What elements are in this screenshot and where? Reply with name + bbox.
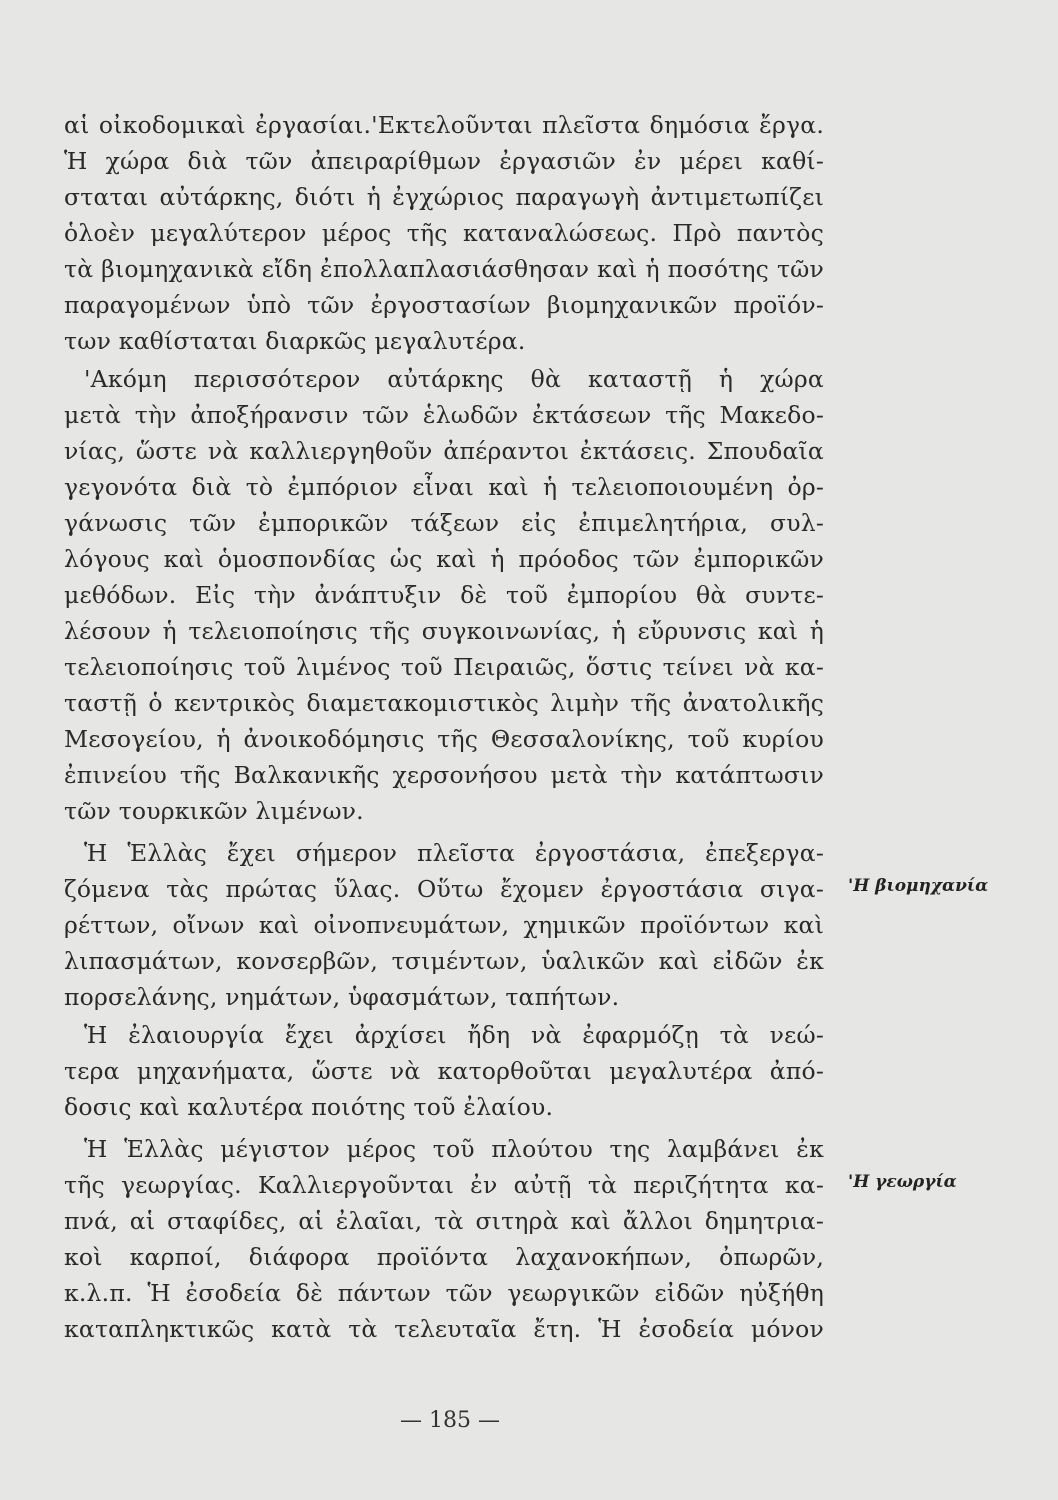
text-line: Ἡ χώρα διὰ τῶν ἀπειραρίθμων ἐργασιῶν ἐν μέρει καθί- [64, 147, 824, 175]
text-line: γάνωσις τῶν ἐμπορικῶν τάξεων εἰς ἐπιμελητήρια, συλ- [64, 509, 824, 537]
text-line: τελειοποίησις τοῦ λιμένος τοῦ Πειραιῶς, ὅστις τείνει νὰ κα- [64, 653, 824, 681]
margin-note-industry: 'Η βιομηχανία [848, 876, 989, 896]
text-line: ταστῇ ὁ κεντρικὸς διαμετακομιστικὸς λιμὴν τῆς ἀνατολικῆς [64, 689, 824, 717]
text-line: 'Ακόμη περισσότερον αὐτάρκης θὰ καταστῇ ἡ χώρα [84, 365, 824, 393]
text-line: λέσουν ἡ τελειοποίησις τῆς συγκοινωνίας, ἡ εὔρυνσις καὶ ἡ [64, 617, 824, 645]
text-line: καταπληκτικῶς κατὰ τὰ τελευταῖα ἔτη. Ἡ ἐσοδεία μόνον [64, 1315, 824, 1343]
text-line: Ἡ ἐλαιουργία ἔχει ἀρχίσει ἤδη νὰ ἐφαρμόζῃ τὰ νεώ- [84, 1021, 824, 1049]
text-line: παραγομένων ὑπὸ τῶν ἐργοστασίων βιομηχανικῶν προϊόν- [64, 291, 824, 319]
text-line: των καθίσταται διαρκῶς μεγαλυτέρα. [64, 327, 526, 355]
text-line: πνά, αἱ σταφίδες, αἱ ἐλαῖαι, τὰ σιτηρὰ καὶ ἄλλοι δημητρια- [64, 1207, 824, 1235]
text-line: τῶν τουρκικῶν λιμένων. [64, 797, 364, 825]
text-line: Ἡ Ἑλλὰς ἔχει σήμερον πλεῖστα ἐργοστάσια, ἐπεξεργα- [84, 839, 824, 867]
text-line: ἐπινείου τῆς Βαλκανικῆς χερσονήσου μετὰ τὴν κατάπτωσιν [64, 761, 824, 789]
text-line: γεγονότα διὰ τὸ ἐμπόριον εἶναι καὶ ἡ τελειοποιουμένη ὀρ- [64, 473, 824, 501]
page-number: — 185 — [400, 1408, 500, 1433]
text-line: ζόμενα τὰς πρώτας ὕλας. Οὕτω ἔχομεν ἐργοστάσια σιγα- [64, 875, 824, 903]
text-line: ὁλοὲν μεγαλύτερον μέρος τῆς καταναλώσεως. Πρὸ παντὸς [64, 219, 824, 247]
text-line: σταται αὐτάρκης, διότι ἡ ἐγχώριος παραγωγὴ ἀντιμετωπίζει [64, 183, 824, 211]
text-line: πορσελάνης, νημάτων, ὑφασμάτων, ταπήτων. [64, 983, 620, 1011]
text-line: αἱ οἰκοδομικαὶ ἐργασίαι.'Εκτελοῦνται πλεῖστα δημόσια ἔργα. [64, 111, 824, 139]
text-line: λόγους καὶ ὁμοσπονδίας ὡς καὶ ἡ πρόοδος τῶν ἐμπορικῶν [64, 545, 824, 573]
text-line: νίας, ὥστε νὰ καλλιεργηθοῦν ἀπέραντοι ἐκτάσεις. Σπουδαῖα [64, 437, 824, 465]
text-line: μετὰ τὴν ἀποξήρανσιν τῶν ἑλωδῶν ἐκτάσεων τῆς Μακεδο- [64, 401, 824, 429]
text-line: κ.λ.π. Ἡ ἐσοδεία δὲ πάντων τῶν γεωργικῶν εἰδῶν ηὐξήθη [64, 1279, 824, 1307]
text-line: Ἡ Ἑλλὰς μέγιστον μέρος τοῦ πλούτου της λαμβάνει ἐκ [84, 1135, 824, 1163]
text-line: μεθόδων. Εἰς τὴν ἀνάπτυξιν δὲ τοῦ ἐμπορίου θὰ συντε- [64, 581, 824, 609]
margin-note-agriculture: 'Η γεωργία [848, 1172, 957, 1192]
text-line: τὰ βιομηχανικὰ εἴδη ἐπολλαπλασιάσθησαν καὶ ἡ ποσότης τῶν [64, 255, 824, 283]
text-line: τῆς γεωργίας. Καλλιεργοῦνται ἐν αὐτῇ τὰ περιζήτητα κα- [64, 1171, 824, 1199]
text-line: λιπασμάτων, κονσερβῶν, τσιμέντων, ὑαλικῶν καὶ εἰδῶν ἐκ [64, 947, 824, 975]
text-line: τερα μηχανήματα, ὥστε νὰ κατορθοῦται μεγαλυτέρα ἀπό- [64, 1057, 824, 1085]
text-line: δοσις καὶ καλυτέρα ποιότης τοῦ ἐλαίου. [64, 1093, 554, 1121]
text-line: κοὶ καρποί, διάφορα προϊόντα λαχανοκήπων, ὀπωρῶν, [64, 1243, 824, 1271]
text-line: ρέττων, οἴνων καὶ οἰνοπνευμάτων, χημικῶν προϊόντων καὶ [64, 911, 824, 939]
text-line: Μεσογείου, ἡ ἀνοικοδόμησις τῆς Θεσσαλονίκης, τοῦ κυρίου [64, 725, 824, 753]
